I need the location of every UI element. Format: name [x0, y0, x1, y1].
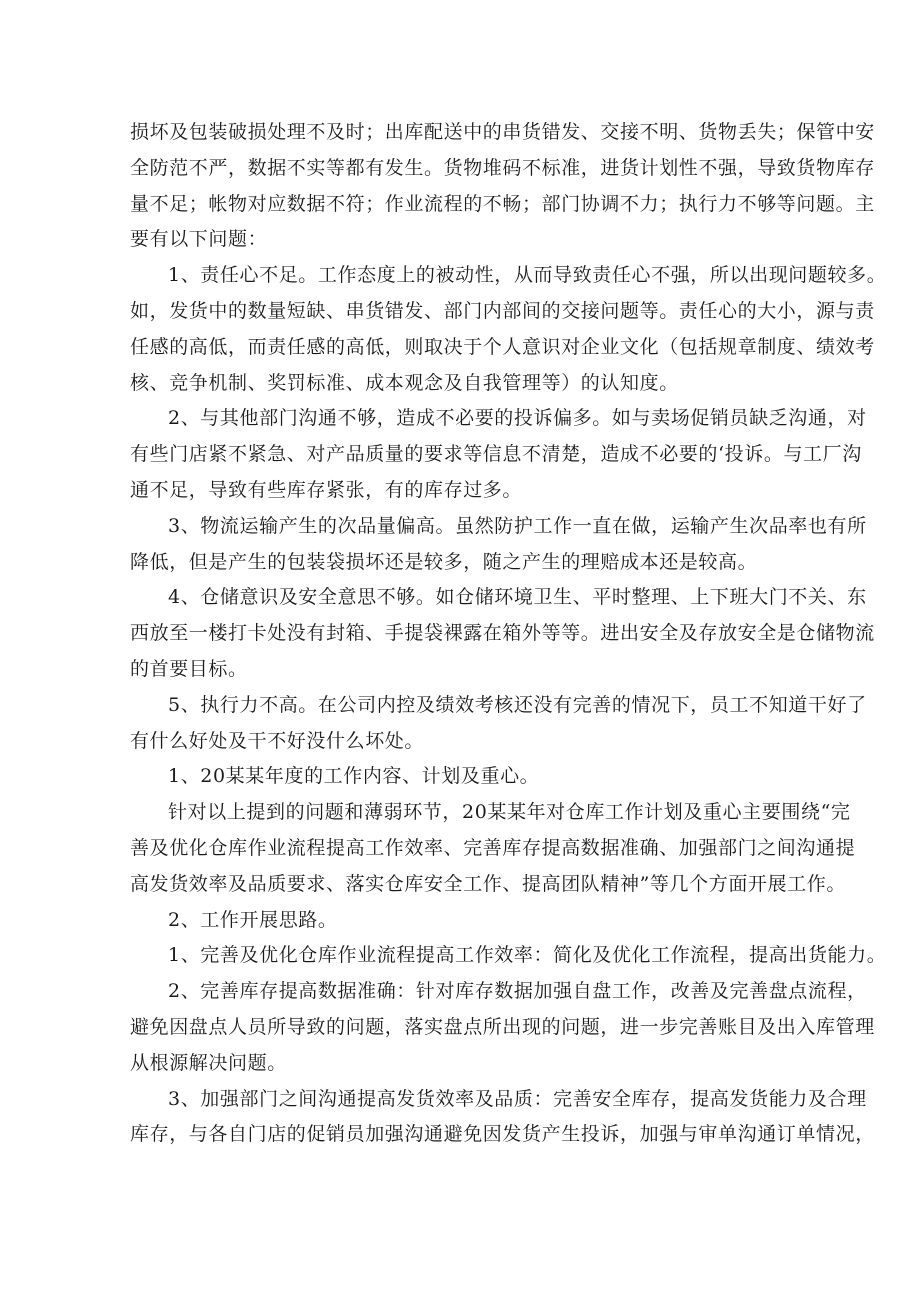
text-line: 任感的高低，而责任感的高低，则取决于个人意识对企业文化（包括规章制度、绩效考: [130, 335, 875, 358]
text-line: 从根源解决问题。: [130, 1051, 287, 1074]
text-line: 有些门店紧不紧急、对产品质量的要求等信息不清楚，造成不必要的‘投诉。与工厂沟: [130, 443, 862, 466]
text-line: 损坏及包装破损处理不及时；出库配送中的串货错发、交接不明、货物丢失；保管中安: [130, 121, 875, 143]
text-line: 高发货效率及品质要求、落实仓库安全工作、提高团队精神”等几个方面开展工作。: [130, 872, 846, 895]
paragraph-start-line: 3、加强部门之间沟通提高发货效率及品质：完善安全库存，提高发货能力及合理: [168, 1087, 867, 1110]
paragraph-start-line: 2、完善库存提高数据准确：针对库存数据加强自盘工作，改善及完善盘点流程，: [168, 980, 867, 1003]
text-line: 避免因盘点人员所导致的问题，落实盘点所出现的问题，进一步完善账目及出入库管理: [130, 1015, 875, 1038]
text-line: 库存，与各自门店的促销员加强沟通避免因发货产生投诉，加强与审单沟通订单情况，: [130, 1123, 875, 1146]
paragraph-start-line: 5、执行力不高。在公司内控及绩效考核还没有完善的情况下，员工不知道干好了: [168, 693, 867, 716]
text-line: 降低，但是产生的包装袋损坏还是较多，随之产生的理赔成本还是较高。: [130, 550, 758, 573]
text-line: 西放至一楼打卡处没有封箱、手提袋裸露在箱外等等。进出安全及存放安全是仓储物流: [130, 622, 875, 645]
paragraph-start-line: 1、责任心不足。工作态度上的被动性，从而导致责任心不强，所以出现问题较多。: [168, 264, 887, 287]
document-body: [130, 115, 887, 1153]
text-line: 善及优化仓库作业流程提高工作效率、完善库存提高数据准确、加强部门之间沟通提: [130, 836, 856, 859]
text-line: 通不足，导致有些库存紧张，有的库存过多。: [130, 478, 523, 501]
text-line: 有什么好处及干不好没什么坏处。: [130, 729, 425, 752]
text-line: 要有以下问题：: [130, 228, 268, 251]
text-line: 量不足；帐物对应数据不符；作业流程的不畅；部门协调不力；执行力不够等问题。主: [130, 192, 875, 215]
paragraph-start-line: 针对以上提到的问题和薄弱环节，20某某年对仓库工作计划及重心主要围绕“完: [168, 801, 851, 824]
paragraph-start-line: 3、物流运输产生的次品量偏高。虽然防护工作一直在做，运输产生次品率也有所: [168, 514, 867, 537]
text-line: 全防范不严，数据不实等都有发生。货物堆码不标准，进货计划性不强，导致货物库存: [130, 156, 875, 179]
paragraph-start-line: 1、完善及优化仓库作业流程提高工作效率：简化及优化工作流程，提高出货能力。: [168, 944, 887, 967]
text-line: 的首要目标。: [130, 657, 248, 680]
section-heading-line: 1、20某某年度的工作内容、计划及重心。: [168, 765, 540, 788]
paragraph-start-line: 2、与其他部门沟通不够，造成不必要的投诉偏多。如与卖场促销员缺乏沟通，对: [168, 407, 867, 430]
paragraph-start-line: 4、仓储意识及安全意思不够。如仓储环境卫生、平时整理、上下班大门不关、东: [168, 586, 867, 609]
section-heading-line: 2、工作开展思路。: [168, 908, 338, 931]
text-line: 如，发货中的数量短缺、串货错发、部门内部间的交接问题等。责任心的大小，源与责: [130, 299, 875, 322]
text-line: 核、竞争机制、奖罚标准、成本观念及自我管理等）的认知度。: [130, 371, 679, 394]
